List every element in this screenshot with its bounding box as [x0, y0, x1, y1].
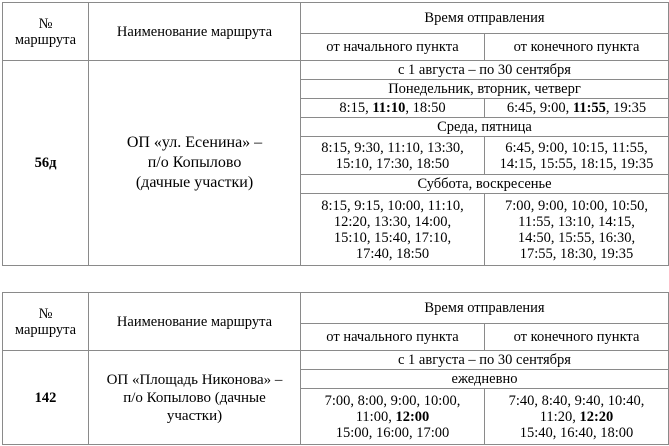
- time-text: 11:20,: [539, 408, 580, 425]
- time-text: , 19:35: [605, 100, 647, 116]
- route-name-line: п/о Копылово: [147, 154, 242, 171]
- time-line: [303, 140, 482, 156]
- time-line: [487, 393, 666, 409]
- time-line: [487, 156, 666, 172]
- header-route-number: № маршрута: [3, 3, 89, 61]
- time-text: 17:55, 18:30, 19:35: [519, 245, 634, 262]
- time-line: [487, 214, 666, 230]
- time-line: [303, 156, 482, 172]
- time-text: 14:15, 15:55, 18:15, 19:35: [499, 155, 654, 172]
- time-line: [303, 425, 482, 441]
- route-name-line: ОП «ул. Есенина» –: [126, 134, 263, 151]
- time-text: 6:45, 9:00,: [506, 100, 573, 116]
- time-text: 12:20, 13:30, 14:00,: [333, 213, 452, 230]
- time-text: 17:40, 18:50: [355, 245, 430, 262]
- days-label: Суббота, воскресенье: [301, 175, 669, 194]
- times-from-end: [485, 389, 669, 445]
- time-line: [303, 100, 482, 116]
- times-from-start: [301, 99, 485, 118]
- times-from-end: [485, 99, 669, 118]
- time-line: [487, 230, 666, 246]
- time-text: 11:00,: [355, 408, 396, 425]
- days-label: Понедельник, вторник, четверг: [301, 80, 669, 99]
- route-number: 142: [3, 351, 89, 445]
- time-text: 7:40, 8:40, 9:40, 10:40,: [508, 392, 645, 409]
- time-line: [487, 198, 666, 214]
- time-text: , 18:50: [405, 100, 446, 116]
- time-text: 8:15, 9:15, 10:00, 11:10,: [321, 197, 464, 214]
- days-label: ежедневно: [301, 370, 669, 389]
- schedule-table-56d: [2, 2, 669, 266]
- time-line: [487, 140, 666, 156]
- time-text: 15:10, 15:40, 17:10,: [333, 229, 452, 246]
- times-from-start: [301, 137, 485, 175]
- times-from-start: [301, 194, 485, 266]
- time-text: 8:15,: [339, 100, 373, 116]
- route-name-line: ОП «Площадь Никонова» –: [106, 371, 283, 388]
- time-text: 7:00, 9:00, 10:00, 10:50,: [505, 197, 648, 214]
- header-from-start: от начального пункта: [301, 324, 485, 351]
- header-from-end: от конечного пункта: [485, 324, 669, 351]
- time-text: 8:15, 9:30, 11:10, 13:30,: [321, 139, 464, 156]
- route-name: [89, 351, 301, 445]
- time-line: [303, 230, 482, 246]
- time-highlighted: 11:55: [572, 100, 606, 116]
- time-text: 11:55, 13:10, 14:15,: [518, 213, 635, 230]
- header-route-name: Наименование маршрута: [89, 3, 301, 61]
- time-text: 14:50, 15:55, 16:30,: [517, 229, 636, 246]
- schedule-table-142: [2, 292, 669, 445]
- time-highlighted: 12:00: [395, 408, 430, 425]
- time-line: [487, 425, 666, 441]
- time-line: [487, 246, 666, 262]
- time-highlighted: 12:20: [579, 408, 614, 425]
- route-name-line: (дачные участки): [135, 174, 254, 191]
- times-from-start: [301, 389, 485, 445]
- time-line: [303, 409, 482, 425]
- time-text: 7:00, 8:00, 9:00, 10:00,: [324, 392, 461, 409]
- time-highlighted: 11:10: [372, 100, 406, 116]
- times-from-end: [485, 194, 669, 266]
- header-from-end: от конечного пункта: [485, 34, 669, 61]
- header-from-start: от начального пункта: [301, 34, 485, 61]
- time-line: [487, 100, 666, 116]
- header-departure-time: Время отправления: [301, 3, 669, 34]
- time-text: 15:40, 16:40, 18:00: [519, 424, 634, 441]
- period-label: с 1 августа – по 30 сентября: [301, 61, 669, 80]
- header-route-name: Наименование маршрута: [89, 293, 301, 351]
- time-text: 15:00, 16:00, 17:00: [335, 424, 450, 441]
- time-line: [303, 393, 482, 409]
- times-from-end: [485, 137, 669, 175]
- time-line: [303, 246, 482, 262]
- time-line: [303, 214, 482, 230]
- route-name: [89, 61, 301, 266]
- route-name-line: участки): [166, 407, 223, 424]
- days-label: Среда, пятница: [301, 118, 669, 137]
- header-departure-time: Время отправления: [301, 293, 669, 324]
- route-name-line: п/о Копылово (дачные: [123, 389, 266, 406]
- time-text: 6:45, 9:00, 10:15, 11:55,: [505, 139, 648, 156]
- time-line: [487, 409, 666, 425]
- period-label: с 1 августа – по 30 сентября: [301, 351, 669, 370]
- route-number: 56д: [3, 61, 89, 266]
- time-line: [303, 198, 482, 214]
- header-route-number: № маршрута: [3, 293, 89, 351]
- time-text: 15:10, 17:30, 18:50: [335, 155, 450, 172]
